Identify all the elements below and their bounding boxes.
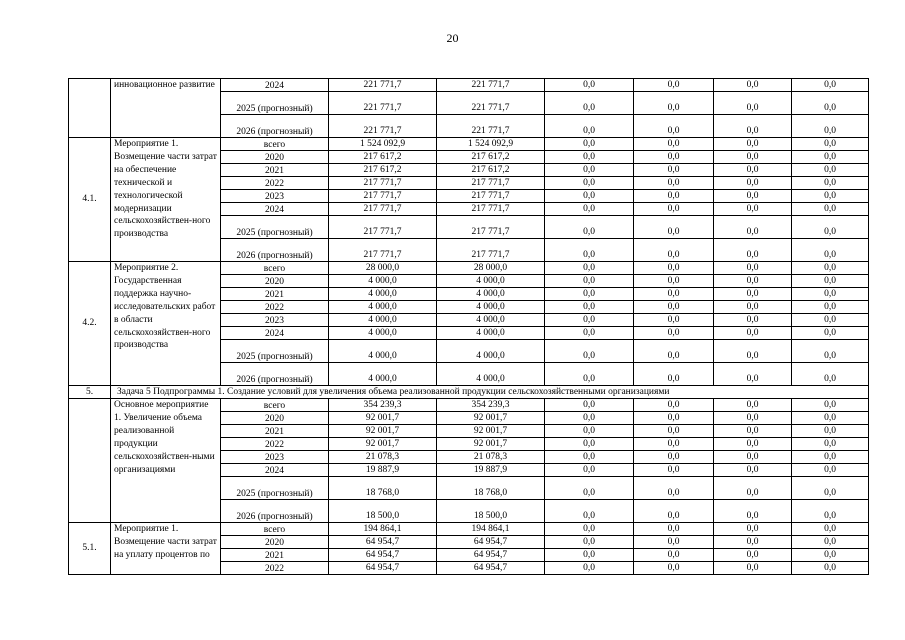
value-cell: 0,0	[545, 500, 634, 523]
value-cell: 0,0	[714, 523, 792, 536]
value-cell: 4 000,0	[329, 288, 437, 301]
value-cell: 64 954,7	[329, 562, 437, 575]
year-cell: 2022	[221, 438, 329, 451]
value-cell: 217 771,7	[437, 190, 545, 203]
value-cell: 0,0	[714, 138, 792, 151]
value-cell: 64 954,7	[329, 549, 437, 562]
value-cell: 0,0	[634, 549, 714, 562]
value-cell: 0,0	[792, 549, 869, 562]
value-cell: 0,0	[545, 92, 634, 115]
value-cell: 0,0	[634, 500, 714, 523]
value-cell: 21 078,3	[437, 451, 545, 464]
value-cell: 92 001,7	[329, 438, 437, 451]
value-cell: 0,0	[792, 464, 869, 477]
budget-table	[68, 78, 869, 575]
measure-name: Мероприятие 1. Возмещение части затрат на уплату процентов по	[111, 523, 221, 575]
value-cell: 21 078,3	[329, 451, 437, 464]
task-title: Задача 5 Подпрограммы 1. Создание условий для увеличения объема реализованной продукции сельскохозяйственными организациями	[111, 386, 869, 399]
value-cell: 0,0	[545, 138, 634, 151]
value-cell: 4 000,0	[437, 301, 545, 314]
value-cell: 0,0	[634, 562, 714, 575]
value-cell: 0,0	[634, 216, 714, 239]
value-cell: 0,0	[792, 425, 869, 438]
value-cell: 217 771,7	[437, 239, 545, 262]
value-cell: 4 000,0	[437, 275, 545, 288]
value-cell: 0,0	[545, 190, 634, 203]
value-cell: 0,0	[714, 115, 792, 138]
value-cell: 4 000,0	[437, 363, 545, 386]
value-cell: 64 954,7	[437, 562, 545, 575]
year-cell: 2025 (прогнозный)	[221, 92, 329, 115]
row-index: 5.1.	[69, 523, 111, 575]
year-cell: 2021	[221, 549, 329, 562]
value-cell: 1 524 092,9	[329, 138, 437, 151]
value-cell: 0,0	[634, 239, 714, 262]
value-cell: 217 771,7	[437, 177, 545, 190]
value-cell: 0,0	[714, 275, 792, 288]
value-cell: 194 864,1	[329, 523, 437, 536]
value-cell: 0,0	[634, 451, 714, 464]
value-cell: 0,0	[545, 164, 634, 177]
value-cell: 0,0	[545, 314, 634, 327]
value-cell: 0,0	[714, 216, 792, 239]
value-cell: 217 617,2	[329, 151, 437, 164]
year-cell: 2026 (прогнозный)	[221, 363, 329, 386]
value-cell: 0,0	[792, 164, 869, 177]
value-cell: 0,0	[634, 177, 714, 190]
value-cell: 0,0	[545, 523, 634, 536]
year-cell: всего	[221, 523, 329, 536]
year-cell: 2023	[221, 190, 329, 203]
measure-name: инновационное развитие	[111, 79, 221, 138]
value-cell: 221 771,7	[329, 115, 437, 138]
year-cell: всего	[221, 399, 329, 412]
row-index	[69, 79, 111, 138]
value-cell: 18 500,0	[437, 500, 545, 523]
year-cell: 2022	[221, 301, 329, 314]
value-cell: 0,0	[634, 203, 714, 216]
row-index: 4.2.	[69, 262, 111, 386]
value-cell: 0,0	[634, 115, 714, 138]
value-cell: 4 000,0	[329, 275, 437, 288]
value-cell: 0,0	[634, 275, 714, 288]
value-cell: 0,0	[634, 340, 714, 363]
value-cell: 92 001,7	[437, 438, 545, 451]
value-cell: 217 771,7	[437, 216, 545, 239]
year-cell: всего	[221, 262, 329, 275]
value-cell: 0,0	[545, 425, 634, 438]
row-index: 4.1.	[69, 138, 111, 262]
value-cell: 0,0	[714, 151, 792, 164]
value-cell: 64 954,7	[437, 549, 545, 562]
value-cell: 0,0	[634, 288, 714, 301]
year-cell: 2022	[221, 177, 329, 190]
value-cell: 4 000,0	[329, 363, 437, 386]
value-cell: 0,0	[545, 115, 634, 138]
value-cell: 217 771,7	[329, 239, 437, 262]
value-cell: 221 771,7	[329, 92, 437, 115]
value-cell: 0,0	[714, 288, 792, 301]
value-cell: 0,0	[792, 399, 869, 412]
value-cell: 217 771,7	[437, 203, 545, 216]
table-row	[69, 138, 869, 151]
value-cell: 0,0	[634, 464, 714, 477]
value-cell: 0,0	[545, 438, 634, 451]
value-cell: 4 000,0	[437, 314, 545, 327]
value-cell: 0,0	[634, 412, 714, 425]
value-cell: 0,0	[634, 477, 714, 500]
value-cell: 0,0	[792, 138, 869, 151]
value-cell: 0,0	[792, 92, 869, 115]
row-index	[69, 399, 111, 523]
value-cell: 0,0	[634, 138, 714, 151]
value-cell: 92 001,7	[437, 412, 545, 425]
value-cell: 0,0	[792, 500, 869, 523]
value-cell: 0,0	[545, 562, 634, 575]
year-cell: 2020	[221, 412, 329, 425]
value-cell: 28 000,0	[437, 262, 545, 275]
value-cell: 92 001,7	[437, 425, 545, 438]
value-cell: 0,0	[714, 262, 792, 275]
measure-name: Основное мероприятие 1. Увеличение объема реализованной продукции сельскохозяйствен-ными организациями	[111, 399, 221, 523]
year-cell: 2021	[221, 164, 329, 177]
value-cell: 0,0	[714, 412, 792, 425]
value-cell: 0,0	[792, 523, 869, 536]
value-cell: 4 000,0	[437, 327, 545, 340]
value-cell: 18 768,0	[329, 477, 437, 500]
value-cell: 1 524 092,9	[437, 138, 545, 151]
value-cell: 0,0	[634, 363, 714, 386]
value-cell: 0,0	[545, 79, 634, 92]
value-cell: 0,0	[714, 177, 792, 190]
year-cell: 2024	[221, 203, 329, 216]
value-cell: 0,0	[792, 327, 869, 340]
value-cell: 221 771,7	[437, 115, 545, 138]
value-cell: 0,0	[714, 451, 792, 464]
value-cell: 0,0	[545, 399, 634, 412]
value-cell: 18 500,0	[329, 500, 437, 523]
year-cell: 2026 (прогнозный)	[221, 239, 329, 262]
value-cell: 4 000,0	[437, 288, 545, 301]
value-cell: 0,0	[792, 363, 869, 386]
year-cell: 2025 (прогнозный)	[221, 340, 329, 363]
year-cell: 2024	[221, 79, 329, 92]
value-cell: 0,0	[545, 177, 634, 190]
value-cell: 0,0	[792, 275, 869, 288]
year-cell: 2020	[221, 275, 329, 288]
year-cell: 2025 (прогнозный)	[221, 477, 329, 500]
value-cell: 0,0	[792, 301, 869, 314]
value-cell: 0,0	[714, 79, 792, 92]
value-cell: 0,0	[545, 340, 634, 363]
value-cell: 221 771,7	[437, 92, 545, 115]
value-cell: 217 617,2	[437, 151, 545, 164]
value-cell: 4 000,0	[329, 301, 437, 314]
value-cell: 92 001,7	[329, 412, 437, 425]
year-cell: 2021	[221, 425, 329, 438]
value-cell: 0,0	[792, 216, 869, 239]
value-cell: 354 239,3	[329, 399, 437, 412]
year-cell: 2023	[221, 451, 329, 464]
task-row	[69, 386, 869, 399]
value-cell: 0,0	[545, 239, 634, 262]
table-row	[69, 523, 869, 536]
value-cell: 0,0	[714, 314, 792, 327]
value-cell: 0,0	[714, 425, 792, 438]
value-cell: 0,0	[634, 536, 714, 549]
value-cell: 0,0	[545, 412, 634, 425]
value-cell: 0,0	[545, 203, 634, 216]
measure-name: Мероприятие 1. Возмещение части затрат на обеспечение технической и технологической модернизации сельскохозяйствен-ного производства	[111, 138, 221, 262]
table-row	[69, 79, 869, 92]
value-cell: 0,0	[634, 438, 714, 451]
value-cell: 0,0	[545, 216, 634, 239]
value-cell: 194 864,1	[437, 523, 545, 536]
value-cell: 0,0	[792, 438, 869, 451]
value-cell: 217 771,7	[329, 203, 437, 216]
year-cell: 2024	[221, 464, 329, 477]
value-cell: 0,0	[545, 363, 634, 386]
value-cell: 0,0	[714, 340, 792, 363]
value-cell: 0,0	[714, 536, 792, 549]
value-cell: 217 617,2	[329, 164, 437, 177]
budget-table-body	[69, 79, 869, 575]
value-cell: 0,0	[792, 115, 869, 138]
value-cell: 0,0	[634, 425, 714, 438]
value-cell: 0,0	[634, 262, 714, 275]
value-cell: 92 001,7	[329, 425, 437, 438]
value-cell: 354 239,3	[437, 399, 545, 412]
year-cell: 2023	[221, 314, 329, 327]
value-cell: 64 954,7	[437, 536, 545, 549]
table-row	[69, 262, 869, 275]
value-cell: 28 000,0	[329, 262, 437, 275]
value-cell: 0,0	[545, 464, 634, 477]
value-cell: 4 000,0	[329, 340, 437, 363]
year-cell: всего	[221, 138, 329, 151]
value-cell: 0,0	[634, 399, 714, 412]
value-cell: 0,0	[545, 536, 634, 549]
value-cell: 0,0	[545, 549, 634, 562]
value-cell: 64 954,7	[329, 536, 437, 549]
row-index: 5.	[69, 386, 111, 399]
value-cell: 0,0	[792, 477, 869, 500]
year-cell: 2020	[221, 536, 329, 549]
value-cell: 0,0	[714, 203, 792, 216]
value-cell: 4 000,0	[437, 340, 545, 363]
value-cell: 0,0	[634, 327, 714, 340]
year-cell: 2022	[221, 562, 329, 575]
year-cell: 2025 (прогнозный)	[221, 216, 329, 239]
value-cell: 0,0	[545, 275, 634, 288]
value-cell: 0,0	[714, 301, 792, 314]
value-cell: 0,0	[714, 500, 792, 523]
year-cell: 2024	[221, 327, 329, 340]
value-cell: 0,0	[714, 464, 792, 477]
value-cell: 0,0	[545, 301, 634, 314]
year-cell: 2026 (прогнозный)	[221, 115, 329, 138]
value-cell: 0,0	[634, 314, 714, 327]
value-cell: 217 771,7	[329, 177, 437, 190]
value-cell: 18 768,0	[437, 477, 545, 500]
value-cell: 0,0	[634, 92, 714, 115]
value-cell: 0,0	[634, 164, 714, 177]
value-cell: 0,0	[792, 412, 869, 425]
value-cell: 0,0	[545, 151, 634, 164]
value-cell: 221 771,7	[437, 79, 545, 92]
value-cell: 0,0	[634, 151, 714, 164]
value-cell: 0,0	[634, 79, 714, 92]
measure-name: Мероприятие 2. Государственная поддержка научно-исследовательских работ в области сельскохозяйствен-ного производства	[111, 262, 221, 386]
value-cell: 0,0	[714, 399, 792, 412]
value-cell: 0,0	[714, 164, 792, 177]
value-cell: 0,0	[714, 239, 792, 262]
value-cell: 0,0	[545, 327, 634, 340]
value-cell: 0,0	[634, 301, 714, 314]
value-cell: 4 000,0	[329, 327, 437, 340]
page-number: 20	[446, 31, 459, 45]
table-row	[69, 399, 869, 412]
value-cell: 19 887,9	[329, 464, 437, 477]
value-cell: 0,0	[714, 363, 792, 386]
value-cell: 0,0	[792, 151, 869, 164]
value-cell: 0,0	[714, 562, 792, 575]
value-cell: 0,0	[792, 262, 869, 275]
value-cell: 217 771,7	[329, 216, 437, 239]
value-cell: 0,0	[792, 177, 869, 190]
value-cell: 0,0	[634, 523, 714, 536]
value-cell: 0,0	[714, 438, 792, 451]
value-cell: 0,0	[792, 562, 869, 575]
value-cell: 0,0	[792, 203, 869, 216]
value-cell: 0,0	[792, 239, 869, 262]
year-cell: 2026 (прогнозный)	[221, 500, 329, 523]
value-cell: 19 887,9	[437, 464, 545, 477]
value-cell: 0,0	[714, 477, 792, 500]
value-cell: 0,0	[792, 536, 869, 549]
value-cell: 0,0	[714, 549, 792, 562]
value-cell: 0,0	[545, 477, 634, 500]
value-cell: 0,0	[792, 340, 869, 363]
value-cell: 0,0	[714, 92, 792, 115]
value-cell: 0,0	[714, 327, 792, 340]
value-cell: 0,0	[634, 190, 714, 203]
value-cell: 217 617,2	[437, 164, 545, 177]
value-cell: 221 771,7	[329, 79, 437, 92]
value-cell: 0,0	[545, 288, 634, 301]
value-cell: 0,0	[792, 314, 869, 327]
value-cell: 0,0	[792, 451, 869, 464]
value-cell: 4 000,0	[329, 314, 437, 327]
value-cell: 217 771,7	[329, 190, 437, 203]
value-cell: 0,0	[792, 288, 869, 301]
value-cell: 0,0	[545, 451, 634, 464]
year-cell: 2020	[221, 151, 329, 164]
value-cell: 0,0	[545, 262, 634, 275]
year-cell: 2021	[221, 288, 329, 301]
value-cell: 0,0	[714, 190, 792, 203]
value-cell: 0,0	[792, 79, 869, 92]
value-cell: 0,0	[792, 190, 869, 203]
